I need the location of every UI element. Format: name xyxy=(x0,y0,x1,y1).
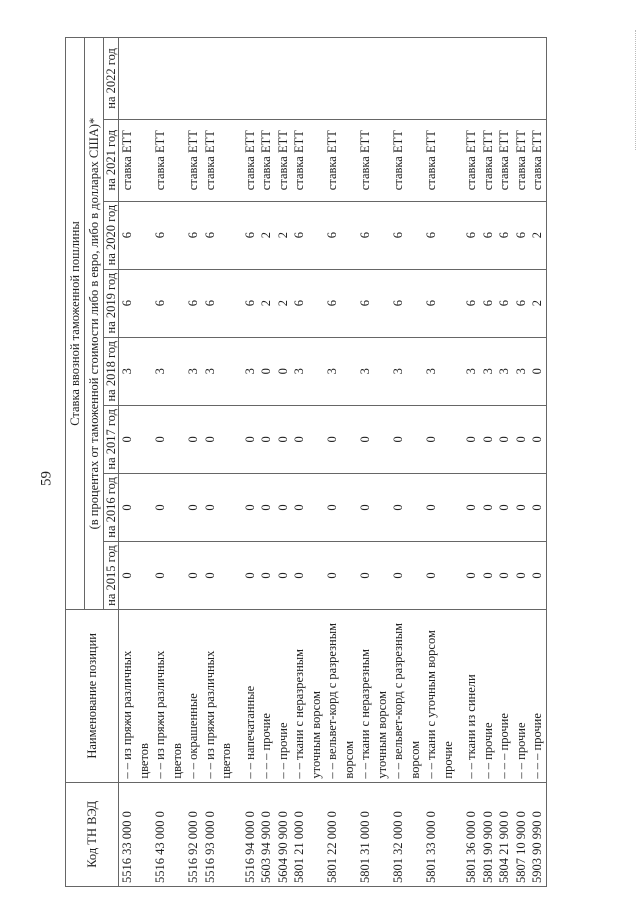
cell-rate: 0 xyxy=(496,405,513,473)
table-row xyxy=(463,38,480,887)
cell-rate: ставка ЕТТ xyxy=(242,119,259,201)
cell-rate: 6 xyxy=(513,201,530,269)
table-row xyxy=(480,38,497,887)
table-row xyxy=(119,38,153,887)
cell-rate: ставка ЕТТ xyxy=(390,119,423,201)
cell-name: – – окрашенные xyxy=(185,610,202,783)
cell-rate: 0 xyxy=(258,337,275,405)
cell-name: – – напечатанные xyxy=(242,610,259,783)
cell-rate: 0 xyxy=(258,405,275,473)
cell-rate: 0 xyxy=(291,473,324,541)
table-row xyxy=(242,38,259,887)
cell-rate: 6 xyxy=(390,269,423,337)
cell-rate: 3 xyxy=(291,337,324,405)
cell-rate: 3 xyxy=(390,337,423,405)
cell-rate xyxy=(242,38,259,120)
cell-rate: ставка ЕТТ xyxy=(119,119,153,201)
cell-rate xyxy=(258,38,275,120)
cell-rate: ставка ЕТТ xyxy=(463,119,480,201)
cell-rate xyxy=(324,38,357,120)
cell-rate: 3 xyxy=(152,337,185,405)
cell-rate: ставка ЕТТ xyxy=(324,119,357,201)
cell-rate: 0 xyxy=(152,405,185,473)
cell-rate: 0 xyxy=(480,405,497,473)
cell-rate: 6 xyxy=(242,269,259,337)
cell-rate: 6 xyxy=(480,269,497,337)
cell-rate: 0 xyxy=(202,541,235,609)
cell-rate: 0 xyxy=(390,405,423,473)
cell-rate xyxy=(496,38,513,120)
cell-rate: 6 xyxy=(496,201,513,269)
cell-rate xyxy=(152,38,185,120)
cell-rate: 6 xyxy=(119,201,153,269)
cell-code: 5604 90 900 0 xyxy=(275,782,292,886)
cell-rate: 6 xyxy=(513,269,530,337)
cell-name: – – – прочие xyxy=(529,610,546,783)
cell-rate: 0 xyxy=(390,473,423,541)
cell-rate: 6 xyxy=(480,201,497,269)
cell-rate: 6 xyxy=(496,269,513,337)
page-number: 59 xyxy=(38,471,55,486)
cell-rate: 6 xyxy=(242,201,259,269)
cell-rate: 0 xyxy=(291,405,324,473)
cell-rate: 3 xyxy=(357,337,390,405)
cell-code: 5807 10 900 0 xyxy=(513,782,530,886)
tariff-table xyxy=(65,37,547,887)
table-row xyxy=(185,38,202,887)
cell-code: 5516 94 000 0 xyxy=(242,782,259,886)
cell-code: 5801 21 000 0 xyxy=(291,782,324,886)
cell-code: 5801 33 000 0 xyxy=(423,782,456,886)
cell-rate: ставка ЕТТ xyxy=(275,119,292,201)
cell-rate: 0 xyxy=(275,337,292,405)
table-row xyxy=(357,38,390,887)
cell-code: 5516 92 000 0 xyxy=(185,782,202,886)
cell-rate: 0 xyxy=(463,473,480,541)
header-year: на 2022 год xyxy=(104,38,119,120)
header-year: на 2015 год xyxy=(104,541,119,609)
cell-rate xyxy=(463,38,480,120)
cell-code: 5516 33 000 0 xyxy=(119,782,153,886)
header-code: Код ТН ВЭД xyxy=(66,782,119,886)
header-year: на 2017 год xyxy=(104,405,119,473)
cell-rate: 0 xyxy=(423,541,456,609)
cell-rate: 3 xyxy=(185,337,202,405)
cell-rate xyxy=(202,38,235,120)
cell-rate: 0 xyxy=(152,473,185,541)
header-year: на 2016 год xyxy=(104,473,119,541)
table-row xyxy=(423,38,456,887)
cell-rate: 6 xyxy=(463,269,480,337)
table-row xyxy=(258,38,275,887)
cell-rate: 2 xyxy=(529,201,546,269)
scan-margin-mark xyxy=(634,30,636,150)
cell-code: 5801 22 000 0 xyxy=(324,782,357,886)
cell-rate: 0 xyxy=(513,473,530,541)
cell-name: – – из пряжи различных цветов xyxy=(202,610,235,783)
cell-rate: ставка ЕТТ xyxy=(258,119,275,201)
cell-rate: 2 xyxy=(275,201,292,269)
cell-rate xyxy=(275,38,292,120)
cell-code: 5801 90 900 0 xyxy=(480,782,497,886)
cell-rate: 0 xyxy=(202,473,235,541)
cell-rate: 6 xyxy=(324,269,357,337)
cell-rate: 6 xyxy=(423,269,456,337)
cell-rate: 0 xyxy=(463,405,480,473)
cell-rate: 0 xyxy=(242,405,259,473)
cell-rate: 0 xyxy=(529,337,546,405)
cell-rate xyxy=(185,38,202,120)
cell-rate: 0 xyxy=(185,541,202,609)
cell-code: 5516 43 000 0 xyxy=(152,782,185,886)
table-row xyxy=(202,38,235,887)
cell-rate: 0 xyxy=(119,541,153,609)
header-group-title: Ставка ввозной таможенной пошлины xyxy=(66,38,85,610)
table-row xyxy=(513,38,530,887)
cell-rate xyxy=(513,38,530,120)
row-spacer xyxy=(456,38,463,887)
cell-rate: 3 xyxy=(480,337,497,405)
cell-rate: 2 xyxy=(275,269,292,337)
cell-rate: 6 xyxy=(463,201,480,269)
cell-name: – – ткани с неразрезным уточным ворсом xyxy=(357,610,390,783)
rotated-tariff-table-wrapper xyxy=(65,37,575,887)
cell-rate: 0 xyxy=(496,541,513,609)
cell-rate: 0 xyxy=(275,473,292,541)
cell-name: – – из пряжи различных цветов xyxy=(119,610,153,783)
cell-rate xyxy=(529,38,546,120)
cell-rate xyxy=(390,38,423,120)
cell-rate: 0 xyxy=(480,541,497,609)
cell-rate: 0 xyxy=(423,473,456,541)
cell-rate: ставка ЕТТ xyxy=(291,119,324,201)
cell-rate xyxy=(291,38,324,120)
cell-rate: 6 xyxy=(202,269,235,337)
cell-rate: 0 xyxy=(324,541,357,609)
cell-rate: ставка ЕТТ xyxy=(357,119,390,201)
cell-name: – – прочие xyxy=(275,610,292,783)
cell-rate: 0 xyxy=(529,405,546,473)
cell-rate: 3 xyxy=(496,337,513,405)
cell-rate: 0 xyxy=(357,541,390,609)
header-year: на 2019 год xyxy=(104,269,119,337)
cell-rate: 6 xyxy=(185,201,202,269)
cell-name: – – вельвет-корд с разрезным ворсом xyxy=(390,610,423,783)
cell-rate: 6 xyxy=(152,269,185,337)
cell-rate: 0 xyxy=(513,541,530,609)
cell-rate: 2 xyxy=(529,269,546,337)
cell-rate: 0 xyxy=(185,405,202,473)
cell-rate: ставка ЕТТ xyxy=(202,119,235,201)
cell-code: 5801 31 000 0 xyxy=(357,782,390,886)
cell-code: 5516 93 000 0 xyxy=(202,782,235,886)
cell-rate xyxy=(480,38,497,120)
cell-name: – – ткани с неразрезным уточным ворсом xyxy=(291,610,324,783)
cell-rate: 0 xyxy=(324,473,357,541)
cell-rate: 0 xyxy=(529,541,546,609)
tariff-table-body xyxy=(119,38,547,887)
cell-rate: 0 xyxy=(119,405,153,473)
cell-rate: ставка ЕТТ xyxy=(152,119,185,201)
cell-rate: 6 xyxy=(202,201,235,269)
table-row xyxy=(324,38,357,887)
table-row xyxy=(390,38,423,887)
cell-rate: ставка ЕТТ xyxy=(423,119,456,201)
cell-rate: 6 xyxy=(357,269,390,337)
cell-rate xyxy=(357,38,390,120)
cell-rate: 0 xyxy=(357,473,390,541)
header-group-subtitle: (в процентах от таможенной стоимости либо в евро, либо в долларах США)* xyxy=(85,38,104,610)
cell-rate: 0 xyxy=(258,541,275,609)
cell-rate: 3 xyxy=(423,337,456,405)
cell-rate: 0 xyxy=(291,541,324,609)
cell-rate: 0 xyxy=(202,405,235,473)
cell-rate: 3 xyxy=(202,337,235,405)
cell-rate: 0 xyxy=(480,473,497,541)
cell-rate: 6 xyxy=(423,201,456,269)
cell-name: – – ткани из синели xyxy=(463,610,480,783)
cell-code: 5801 36 000 0 xyxy=(463,782,480,886)
cell-rate: 0 xyxy=(152,541,185,609)
cell-rate: 0 xyxy=(423,405,456,473)
cell-rate: 0 xyxy=(258,473,275,541)
cell-rate: 0 xyxy=(357,405,390,473)
cell-rate: 2 xyxy=(258,201,275,269)
cell-rate: 0 xyxy=(275,541,292,609)
cell-rate: 0 xyxy=(463,541,480,609)
cell-rate: 3 xyxy=(513,337,530,405)
cell-code: 5903 90 990 0 xyxy=(529,782,546,886)
cell-rate: 0 xyxy=(529,473,546,541)
cell-rate: 2 xyxy=(258,269,275,337)
cell-name: – – – прочие xyxy=(258,610,275,783)
cell-name: – – прочие xyxy=(480,610,497,783)
header-year: на 2021 год xyxy=(104,119,119,201)
cell-rate: 0 xyxy=(119,473,153,541)
header-year: на 2018 год xyxy=(104,337,119,405)
cell-rate: 0 xyxy=(275,405,292,473)
table-row xyxy=(291,38,324,887)
cell-rate: 6 xyxy=(185,269,202,337)
cell-rate: ставка ЕТТ xyxy=(513,119,530,201)
cell-rate xyxy=(119,38,153,120)
table-row xyxy=(529,38,546,887)
cell-rate: ставка ЕТТ xyxy=(529,119,546,201)
header-year: на 2020 год xyxy=(104,201,119,269)
cell-rate: 6 xyxy=(390,201,423,269)
cell-rate: 3 xyxy=(463,337,480,405)
cell-rate: 0 xyxy=(242,541,259,609)
row-spacer xyxy=(235,38,242,887)
cell-name: – – – прочие xyxy=(496,610,513,783)
table-row xyxy=(496,38,513,887)
cell-rate: 0 xyxy=(242,473,259,541)
cell-rate: 6 xyxy=(324,201,357,269)
cell-rate: 3 xyxy=(324,337,357,405)
table-row xyxy=(275,38,292,887)
cell-rate: 6 xyxy=(152,201,185,269)
header-name: Наименование позиции xyxy=(66,610,119,783)
cell-rate: 0 xyxy=(390,541,423,609)
cell-code: 5801 32 000 0 xyxy=(390,782,423,886)
cell-rate: 0 xyxy=(185,473,202,541)
cell-rate: ставка ЕТТ xyxy=(185,119,202,201)
cell-rate: 0 xyxy=(513,405,530,473)
cell-rate: 0 xyxy=(324,405,357,473)
cell-name: – – вельвет-корд с разрезным ворсом xyxy=(324,610,357,783)
cell-rate xyxy=(423,38,456,120)
cell-name: – – прочие xyxy=(513,610,530,783)
cell-rate: ставка ЕТТ xyxy=(480,119,497,201)
cell-name: – – ткани с уточным ворсом прочие xyxy=(423,610,456,783)
cell-code: 5603 94 900 0 xyxy=(258,782,275,886)
cell-rate: ставка ЕТТ xyxy=(496,119,513,201)
table-row xyxy=(152,38,185,887)
cell-rate: 6 xyxy=(119,269,153,337)
cell-rate: 6 xyxy=(291,269,324,337)
cell-code: 5804 21 900 0 xyxy=(496,782,513,886)
cell-rate: 0 xyxy=(496,473,513,541)
cell-rate: 3 xyxy=(242,337,259,405)
cell-rate: 6 xyxy=(291,201,324,269)
cell-name: – – из пряжи различных цветов xyxy=(152,610,185,783)
cell-rate: 3 xyxy=(119,337,153,405)
cell-rate: 6 xyxy=(357,201,390,269)
